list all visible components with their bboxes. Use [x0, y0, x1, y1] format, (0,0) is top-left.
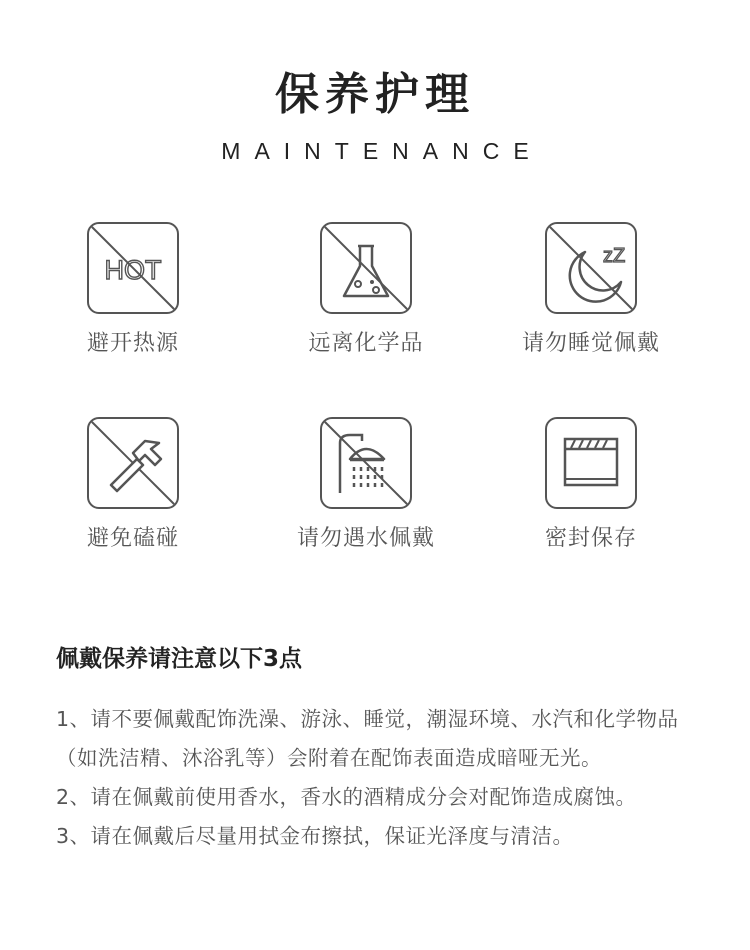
hot-text: HOT [104, 255, 162, 285]
no-water-icon [320, 417, 412, 509]
note-item: 3、请在佩戴后尽量用拭金布擦拭，保证光泽度与清洁。 [56, 824, 574, 848]
notes-heading: 佩戴保养请注意以下3点 [56, 646, 303, 672]
note-item: 2、请在佩戴前使用香水，香水的酒精成分会对配饰造成腐蚀。 [56, 785, 637, 809]
care-item-no-water [266, 417, 466, 552]
care-label: 远离化学品 [308, 331, 424, 356]
care-label: 请勿睡觉佩戴 [521, 331, 660, 356]
no-sleep-icon [545, 222, 637, 314]
zz-text: zZ [603, 245, 626, 267]
care-label: 避免磕碰 [86, 526, 179, 551]
care-notes [56, 700, 706, 856]
no-impact-icon [87, 417, 179, 509]
sealed-box-icon [545, 417, 637, 509]
care-item-sealed [491, 417, 691, 552]
care-label: 密封保存 [544, 526, 637, 551]
care-label: 避开热源 [86, 331, 179, 356]
care-item-no-sleep [491, 222, 691, 357]
care-item-no-heat [33, 222, 233, 357]
no-chemical-icon [320, 222, 412, 314]
page-title: 保养护理 [275, 69, 475, 120]
care-item-no-impact [33, 417, 233, 552]
page-subtitle: MAINTENANCE [221, 138, 543, 164]
care-item-no-chemical [266, 222, 466, 357]
no-heat-icon [87, 222, 179, 314]
care-label: 请勿遇水佩戴 [296, 526, 435, 551]
note-item: 1、请不要佩戴配饰洗澡、游泳、睡觉，潮湿环境、水汽和化学物品（如洗洁精、沐浴乳等）会附着在配饰表面造成暗哑无光。 [56, 707, 679, 770]
